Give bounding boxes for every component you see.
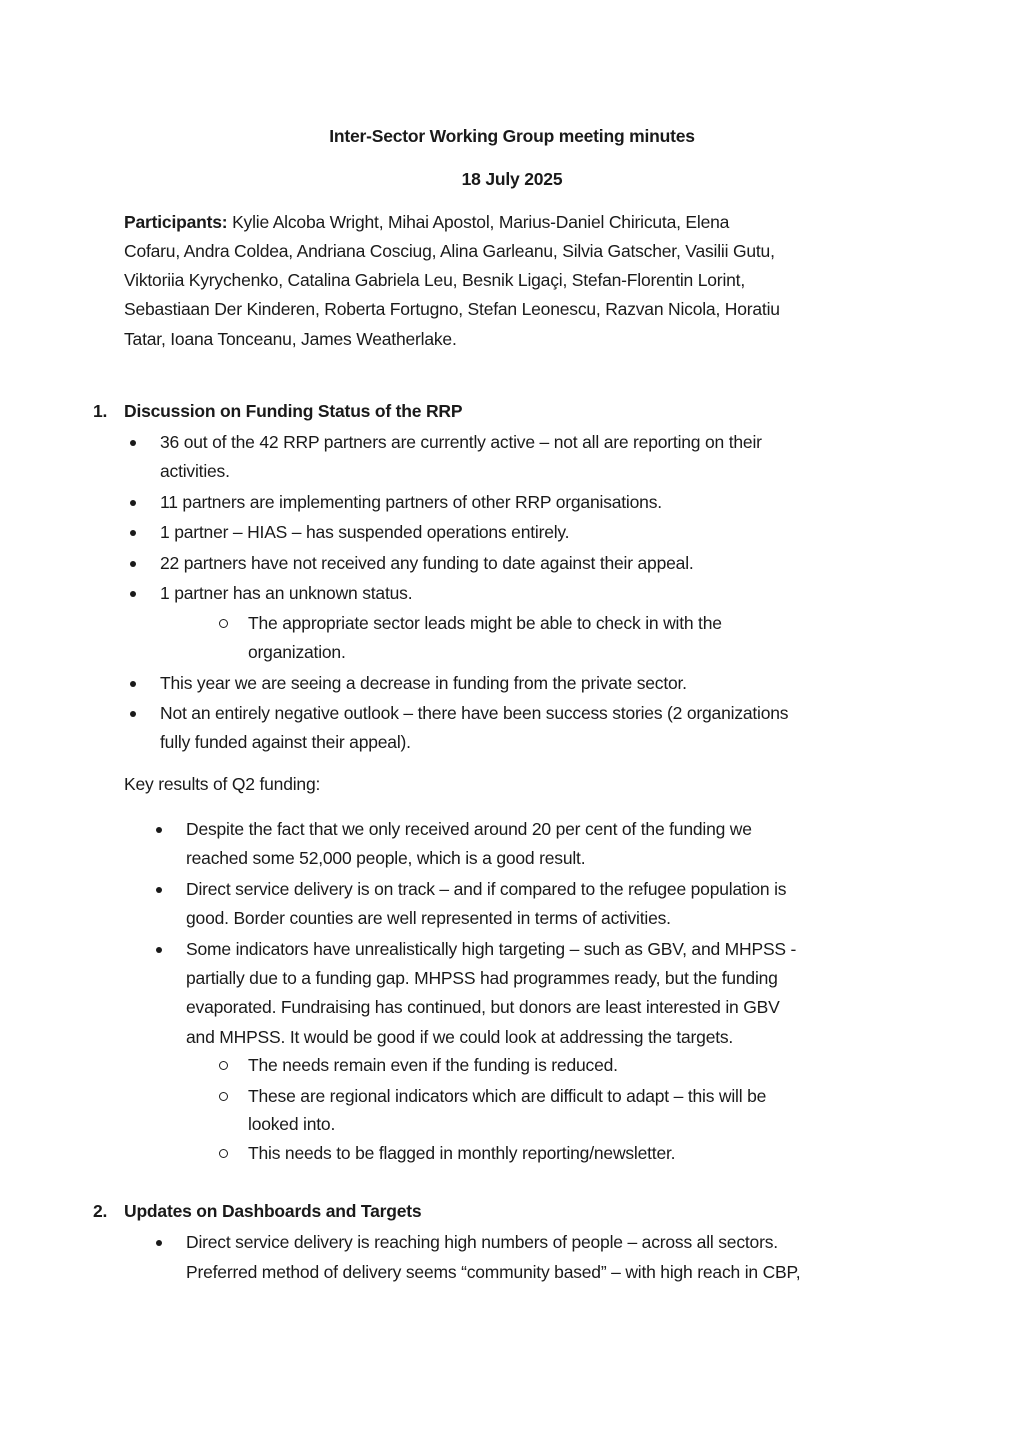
list-item: Despite the fact that we only received around 20 per cent of the funding we xyxy=(186,819,752,839)
sub-list-item: These are regional indicators which are difficult to adapt – this will be xyxy=(248,1086,767,1106)
bullet-icon xyxy=(130,561,136,567)
bullet-icon xyxy=(130,530,136,536)
list-item: Not an entirely negative outlook – there have been success stories (2 organizations xyxy=(160,703,789,723)
list-item-cont: partially due to a funding gap. MHPSS had programmes ready, but the funding xyxy=(186,968,778,988)
participants-line-3: Viktoriia Kyrychenko, Catalina Gabriela Leu, Besnik Ligaçi, Stefan-Florentin Lorint, xyxy=(124,270,745,290)
list-item-cont: activities. xyxy=(160,461,230,481)
sub-list-item-cont: organization. xyxy=(248,642,346,662)
list-item: 11 partners are implementing partners of other RRP organisations. xyxy=(160,492,662,512)
list-item: This year we are seeing a decrease in funding from the private sector. xyxy=(160,673,687,693)
bullet-icon xyxy=(156,1240,162,1246)
section-1-heading: Discussion on Funding Status of the RRP xyxy=(124,401,463,421)
sub-bullet-icon xyxy=(219,619,228,628)
key-results-label: Key results of Q2 funding: xyxy=(124,774,321,794)
document-title: Inter-Sector Working Group meeting minutes xyxy=(329,126,695,146)
list-item-cont: reached some 52,000 people, which is a good result. xyxy=(186,848,586,868)
sub-list-item: The needs remain even if the funding is reduced. xyxy=(248,1055,618,1075)
section-2-number: 2. xyxy=(93,1201,108,1221)
list-item: 1 partner – HIAS – has suspended operations entirely. xyxy=(160,522,570,542)
list-item: 22 partners have not received any funding to date against their appeal. xyxy=(160,553,694,573)
bullet-icon xyxy=(156,827,162,833)
participants-label: Participants: xyxy=(124,212,228,232)
list-item-cont: evaporated. Fundraising has continued, but donors are least interested in GBV xyxy=(186,997,780,1017)
sub-bullet-icon xyxy=(219,1149,228,1158)
participants-line-1: Participants: Kylie Alcoba Wright, Mihai Apostol, Marius-Daniel Chiricuta, Elena xyxy=(124,212,730,232)
list-item: 36 out of the 42 RRP partners are currently active – not all are reporting on their xyxy=(160,432,762,452)
bullet-icon xyxy=(130,711,136,717)
sub-list-item-cont: looked into. xyxy=(248,1114,336,1134)
participants-line-4: Sebastiaan Der Kinderen, Roberta Fortugno, Stefan Leonescu, Razvan Nicola, Horatiu xyxy=(124,299,780,319)
meeting-date: 18 July 2025 xyxy=(461,169,563,189)
participants-line-2: Cofaru, Andra Coldea, Andriana Cosciug, Alina Garleanu, Silvia Gatscher, Vasilii Gutu, xyxy=(124,241,775,261)
bullet-icon xyxy=(130,681,136,687)
bullet-icon xyxy=(130,591,136,597)
list-item-cont: Preferred method of delivery seems “community based” – with high reach in CBP, xyxy=(186,1262,801,1282)
bullet-icon xyxy=(156,887,162,893)
sub-bullet-icon xyxy=(219,1092,228,1101)
participants-line-5: Tatar, Ioana Tonceanu, James Weatherlake. xyxy=(124,329,457,349)
section-1-number: 1. xyxy=(93,401,108,421)
sub-list-item: The appropriate sector leads might be able to check in with the xyxy=(248,613,722,633)
sub-bullet-icon xyxy=(219,1061,228,1070)
list-item: Some indicators have unrealistically high targeting – such as GBV, and MHPSS - xyxy=(186,939,797,959)
list-item-cont: and MHPSS. It would be good if we could look at addressing the targets. xyxy=(186,1027,734,1047)
bullet-icon xyxy=(130,440,136,446)
list-item: Direct service delivery is reaching high numbers of people – across all sectors. xyxy=(186,1232,778,1252)
list-item: Direct service delivery is on track – and if compared to the refugee population is xyxy=(186,879,787,899)
bullet-icon xyxy=(130,500,136,506)
section-2-heading: Updates on Dashboards and Targets xyxy=(124,1201,422,1221)
bullet-icon xyxy=(156,947,162,953)
list-item-cont: fully funded against their appeal). xyxy=(160,732,411,752)
list-item-cont: good. Border counties are well represented in terms of activities. xyxy=(186,908,671,928)
list-item: 1 partner has an unknown status. xyxy=(160,583,413,603)
sub-list-item: This needs to be flagged in monthly reporting/newsletter. xyxy=(248,1143,676,1163)
